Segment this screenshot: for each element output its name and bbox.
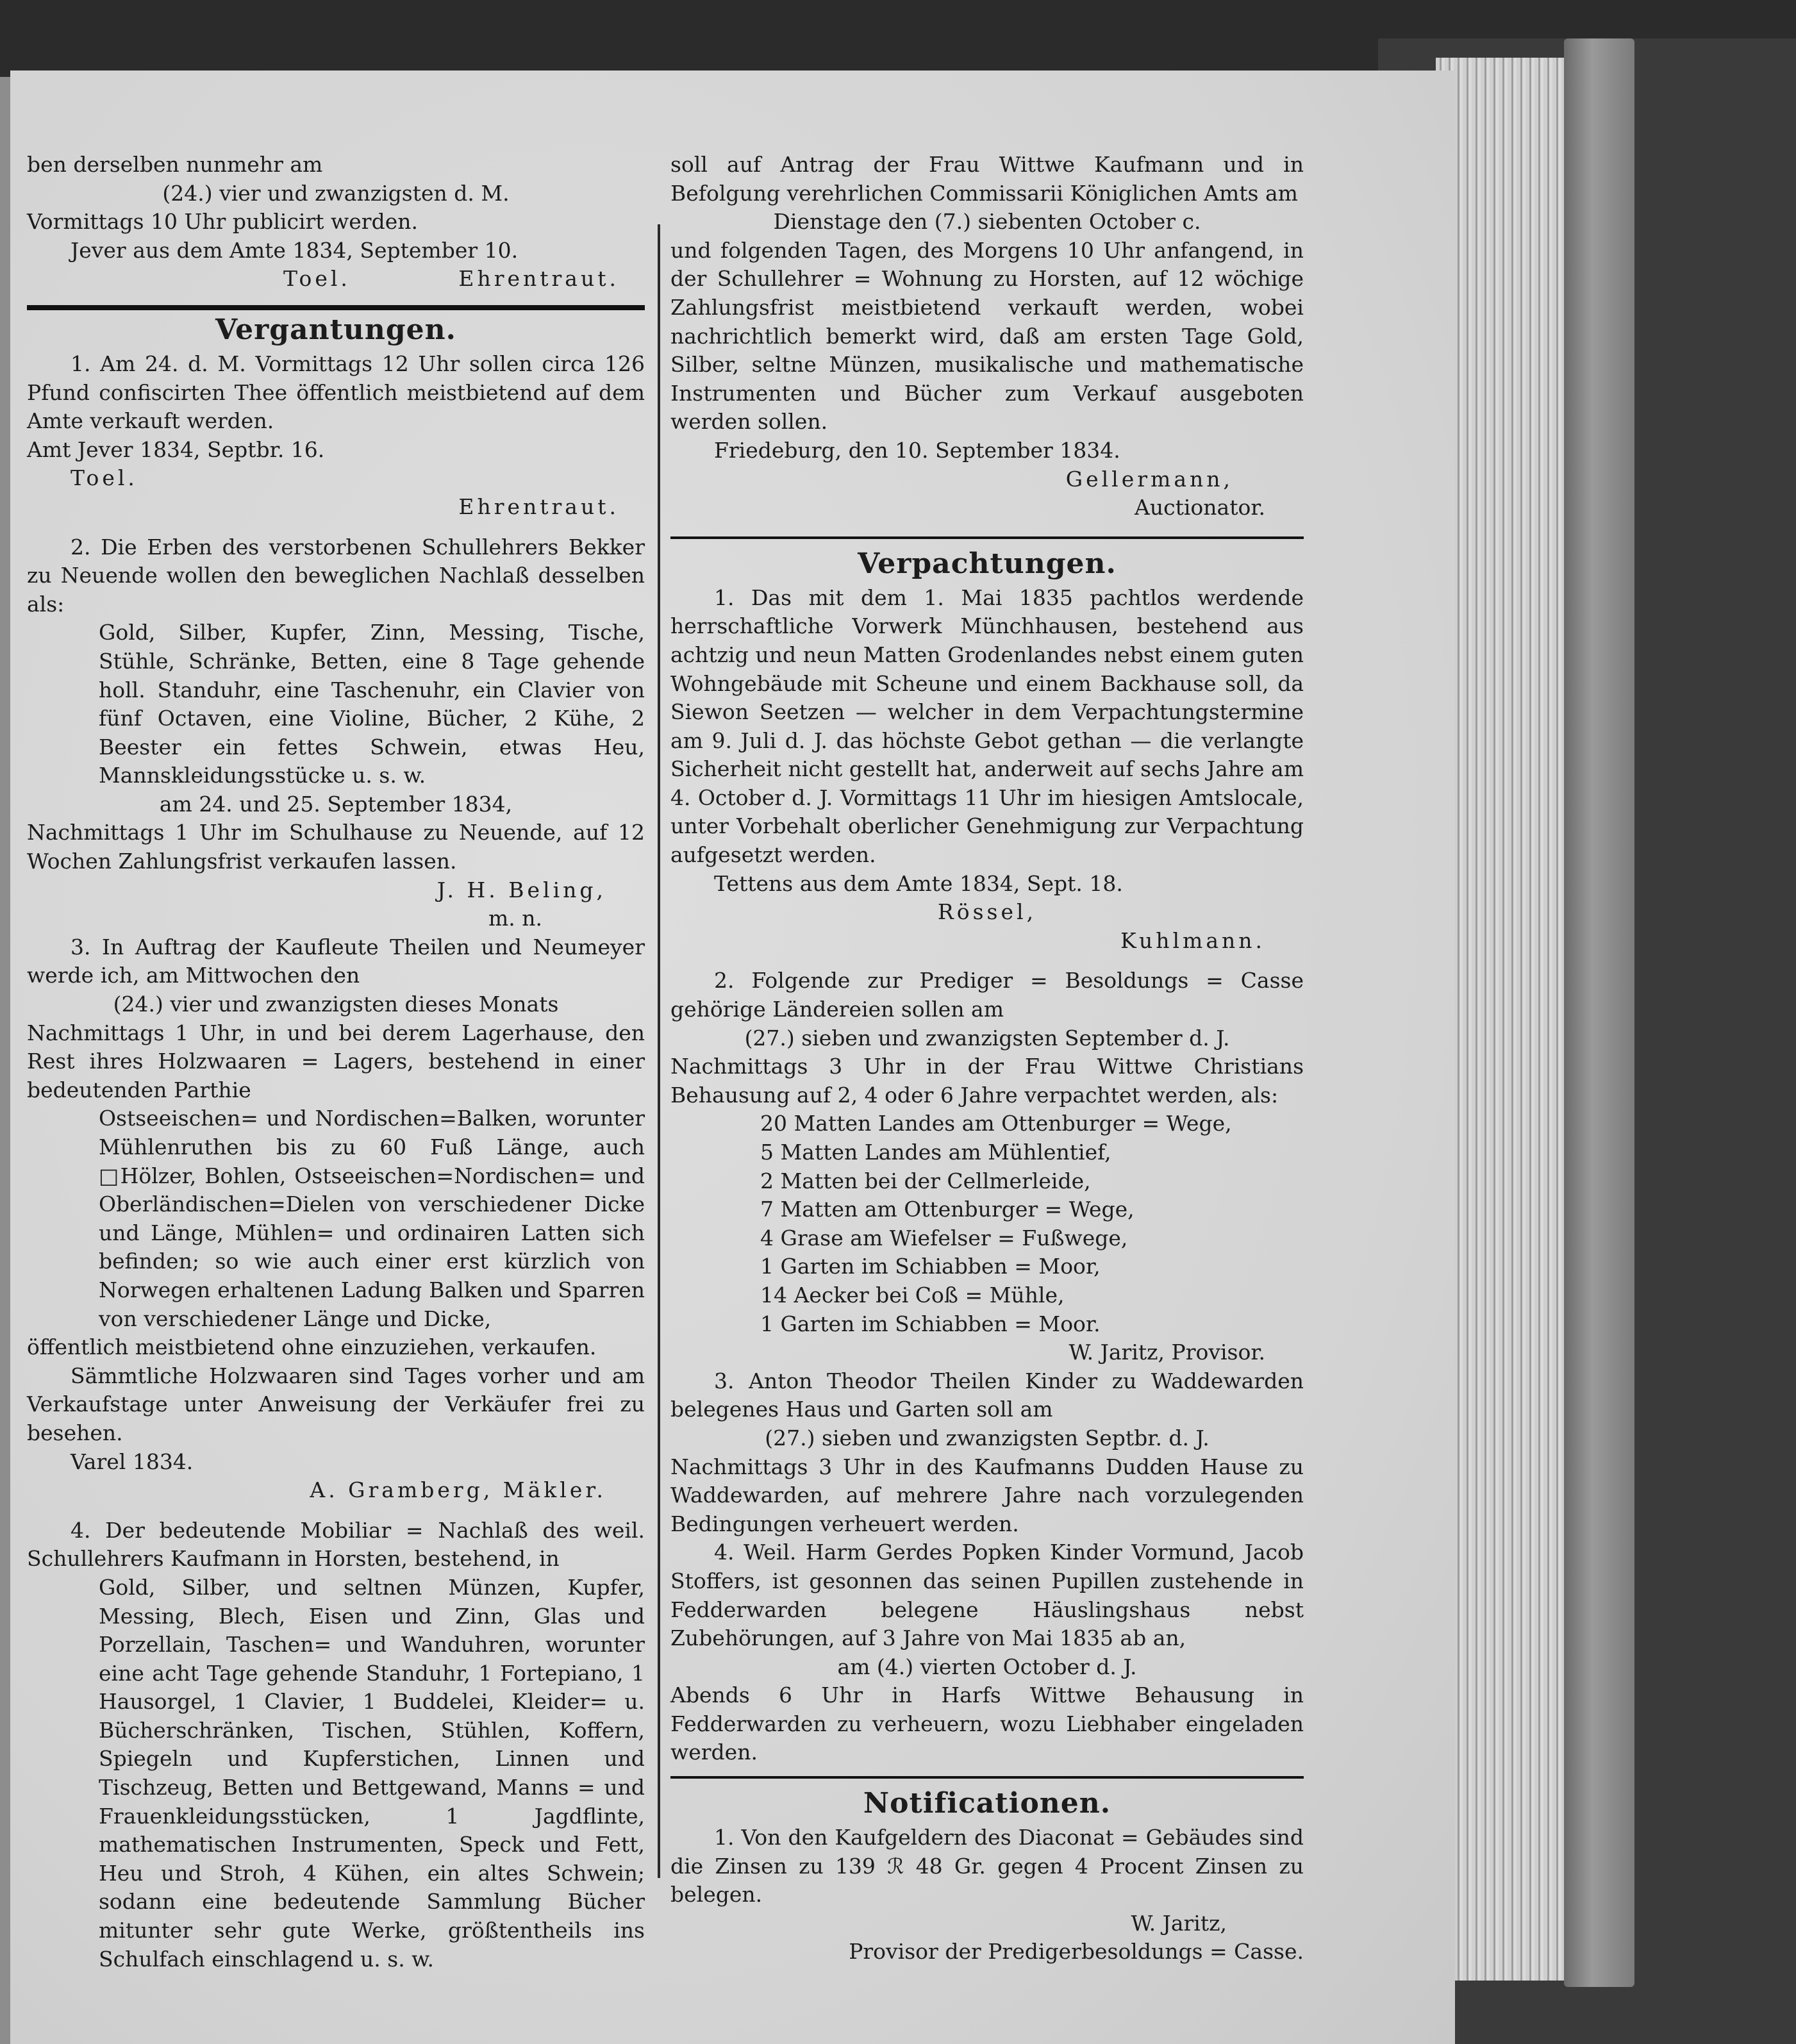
auction-item-4: 4. Der bedeutende Mobiliar = Nachlaß des weil. Schullehrers Kaufmann in Horsten, bestehend, in xyxy=(27,1517,645,1572)
continuation-date: Dienstage den (7.) siebenten October c. xyxy=(773,209,1201,235)
right-column xyxy=(670,151,1304,1966)
signature: A. Gramberg, Mäkler. xyxy=(310,1477,606,1503)
signature: Rössel, xyxy=(937,899,1037,925)
cover-edge xyxy=(1564,38,1634,1987)
auction-item-2-list: Gold, Silber, Kupfer, Zinn, Messing, Tische, Stühle, Schränke, Betten, eine 8 Tage gehende holl. Standuhr, eine Taschenuhr, ein Clavier von fünf Octaven, eine Violine, Bücher, 2 Kühe, 2 Beester ein fettes Schwein, etwas Heu, Mannskleidungsstücke u. s. w. xyxy=(99,620,645,788)
lease-item-4: 4. Weil. Harm Gerdes Popken Kinder Vormund, Jacob Stoffers, ist gesonnen das seinen Pupillen zustehende in Fedderwarden belegene Häuslingshaus nebst Zubehörungen, auf 3 Jahre von Mai 1835 ab an, xyxy=(670,1540,1304,1651)
signature: Ehrentraut. xyxy=(458,494,619,519)
page-edges xyxy=(1436,58,1564,1981)
continuation-rest: und folgenden Tagen, des Morgens 10 Uhr anfangend, in der Schullehrer = Wohnung zu Horsten, auf 12 wöchige Zahlungsfrist meistbietend verkauft werden, wobei nachrichtlich bemerkt wird, daß am ersten Tage Gold, Silber, seltne Münzen, musikalische und mathematische Instrumenten und Bücher zum Verkauf ausgeboten werden sollen. xyxy=(670,237,1304,435)
lease-item-4-date: am (4.) vierten October d. J. xyxy=(837,1654,1137,1679)
signature: Toel. xyxy=(283,266,351,292)
auction-item-2-date: am 24. und 25. September 1834, xyxy=(159,791,513,817)
land-list xyxy=(670,1109,1304,1338)
auction-item-4-list: Gold, Silber, und seltnen Münzen, Kupfer, Messing, Blech, Eisen und Zinn, Glas und Porzellain, Taschen= und Wanduhren, worunter eine acht Tage gehende Standuhr, 1 Fortepiano, 1 Hausorgel, 1 Clavier, 1 Buddelei, Kleider= u. Bücherschränken, Tischen, Stühlen, Koffern, Spiegeln und Kupferstichen, Linnen und Tischzeug, Betten und Bettgewand, Manns = und Frauenkleidungsstücken, 1 Jagdflinte, mathematischen Instrumenten, Speck und Fett, Heu und Stroh, 4 Kühen, ein altes Schwein; sodann eine bedeutende Sammlung Bücher mitunter sehr gute Werke, größtentheils ins Schulfach einschlagend u. s. w. xyxy=(99,1574,645,1972)
auction-item-3: 3. In Auftrag der Kaufleute Theilen und Neumeyer werde ich, am Mittwochen den xyxy=(27,934,645,988)
auction-item-3-place: Varel 1834. xyxy=(71,1449,194,1474)
section-rule xyxy=(27,305,645,310)
signature-title: Auctionator. xyxy=(1135,495,1265,520)
auction-item-3-note: Sämmtliche Holzwaaren sind Tages vorher und am Verkaufstage unter Anweisung der Verkäufer frei zu besehen. xyxy=(27,1363,645,1445)
previous-page-edge xyxy=(0,77,10,2044)
notice-item-1: 1. Von den Kaufgeldern des Diaconat = Gebäudes sind die Zinsen zu 139 ℛ 48 Gr. gegen 4 Procent Zinsen zu belegen. xyxy=(670,1825,1304,1907)
list-item: 2 Matten bei der Cellmerleide, xyxy=(760,1168,1091,1193)
lease-item-3-date: (27.) sieben und zwanzigsten Septbr. d. J. xyxy=(765,1425,1210,1450)
lease-item-4-rest: Abends 6 Uhr in Harfs Wittwe Behausung in Fedderwarden zu verheuern, wozu Liebhaber eingeladen werden. xyxy=(670,1683,1304,1765)
newspaper-page xyxy=(10,71,1455,2044)
auction-item-3-rest: Nachmittags 1 Uhr, in und bei derem Lagerhause, den Rest ihres Holzwaaren = Lagers, bestehend in einer bedeutenden Parthie xyxy=(27,1020,645,1102)
lease-item-3: 3. Anton Theodor Theilen Kinder zu Waddewarden belegenes Haus und Garten soll am xyxy=(670,1368,1304,1422)
section-heading-vergantungen: Vergantungen. xyxy=(215,313,456,346)
lease-item-2-rest: Nachmittags 3 Uhr in der Frau Wittwe Christians Behausung auf 2, 4 oder 6 Jahre verpachtet werden, als: xyxy=(670,1054,1304,1108)
auction-item-2: 2. Die Erben des verstorbenen Schullehrers Bekker zu Neuende wollen den beweglichen Nachlaß desselben als: xyxy=(27,534,645,617)
lease-item-1: 1. Das mit dem 1. Mai 1835 pachtlos werdende herrschaftliche Vorwerk Münchhausen, bestehend aus achtzig und neun Matten Grodenlandes nebst einem guten Wohngebäude mit Scheune und einem Backhause soll, da Siewon Seetzen — welcher in dem Verpachtungstermine am 9. Juli d. J. das höchste Gebot gethan — die verlangte Sicherheit nicht gestellt hat, anderweit auf sechs Jahre am 4. October d. J. Vormittags 11 Uhr im hiesigen Amtslocale, unter Vorbehalt oberlicher Genehmigung zur Verpachtung aufgesetzt werden. xyxy=(670,585,1304,868)
section-heading-verpachtungen: Verpachtungen. xyxy=(858,547,1117,580)
section-heading-notificationen: Notificationen. xyxy=(863,1787,1111,1820)
list-item: 1 Garten im Schiabben = Moor. xyxy=(760,1311,1101,1336)
lease-item-2: 2. Folgende zur Prediger = Besoldungs = Casse gehörige Ländereien sollen am xyxy=(670,968,1304,1022)
list-item: 14 Aecker bei Coß = Mühle, xyxy=(760,1282,1065,1308)
auction-item-1: 1. Am 24. d. M. Vormittags 12 Uhr sollen circa 126 Pfund confiscirten Thee öffentlich meistbietend auf dem Amte verkauft werden. xyxy=(27,351,645,434)
intro-signatures xyxy=(27,265,645,294)
auction-item-3-date: (24.) vier und zwanzigsten dieses Monats xyxy=(113,992,559,1017)
left-column xyxy=(27,151,645,1973)
intro-line-3: Vormittags 10 Uhr publicirt werden. xyxy=(27,209,418,235)
continuation-text: soll auf Antrag der Frau Wittwe Kaufmann und in Befolgung verehrlichen Commissarii Königlichen Amts am xyxy=(670,152,1304,206)
column-divider xyxy=(658,224,660,1878)
signature: Ehrentraut. xyxy=(458,266,619,292)
list-item: 7 Matten am Ottenburger = Wege, xyxy=(760,1197,1135,1222)
list-item: 4 Grase am Wiefelser = Fußwege, xyxy=(760,1225,1128,1250)
list-item: 1 Garten im Schiabben = Moor, xyxy=(760,1254,1101,1279)
auction-item-1-place: Amt Jever 1834, Septbr. 16. xyxy=(27,436,325,462)
auction-item-3-end: öffentlich meistbietend ohne einzuziehen, verkaufen. xyxy=(27,1334,597,1360)
signature-title: Provisor der Predigerbesoldungs = Casse. xyxy=(849,1939,1304,1965)
lease-item-1-place: Tettens aus dem Amte 1834, Sept. 18. xyxy=(714,870,1123,896)
list-item: 5 Matten Landes am Mühlentief, xyxy=(760,1140,1111,1165)
signature: m. n. xyxy=(488,906,542,931)
lease-item-3-rest: Nachmittags 3 Uhr in des Kaufmanns Dudden Hause zu Waddewarden, auf mehrere Jahre nach vorzulegenden Bedingungen verheuert werden. xyxy=(670,1454,1304,1536)
continuation-place: Friedeburg, den 10. September 1834. xyxy=(714,437,1120,463)
intro-date: (24.) vier und zwanzigsten d. M. xyxy=(162,180,510,206)
auction-item-2-rest: Nachmittags 1 Uhr im Schulhause zu Neuende, auf 12 Wochen Zahlungsfrist verkaufen lassen. xyxy=(27,820,645,874)
section-rule xyxy=(670,1776,1304,1779)
signature: W. Jaritz, Provisor. xyxy=(1068,1340,1265,1365)
signature: Gellermann, xyxy=(1065,466,1233,492)
intro-place: Jever aus dem Amte 1834, September 10. xyxy=(71,237,519,263)
signature: W. Jaritz, xyxy=(1131,1910,1227,1936)
list-item: 20 Matten Landes am Ottenburger = Wege, xyxy=(760,1111,1232,1136)
section-rule xyxy=(670,536,1304,539)
signature: Toel. xyxy=(71,465,138,491)
lease-item-2-date: (27.) sieben und zwanzigsten September d. J. xyxy=(744,1025,1230,1051)
signature: J. H. Beling, xyxy=(437,877,606,902)
auction-item-3-list: Ostseeischen= und Nordischen=Balken, worunter Mühlenruthen bis zu 60 Fuß Länge, auch □Hölzer, Bohlen, Ostseeischen=Nordischen= und Oberländischen=Dielen von verschiedener Dicke und Länge, Mühlen= und ordinairen Latten sich befinden; so wie auch einer erst kürzlich von Norwegen erhaltenen Ladung Balken und Sparren von verschiedener Länge und Dicke, xyxy=(99,1106,645,1331)
intro-line-1: ben derselben nunmehr am xyxy=(27,152,323,177)
signature: Kuhlmann. xyxy=(1120,927,1265,953)
